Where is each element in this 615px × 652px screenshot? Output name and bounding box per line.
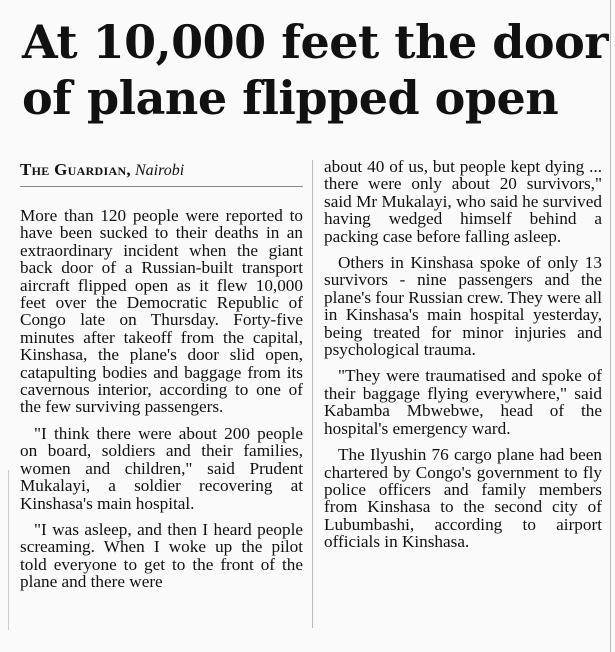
column-divider	[312, 160, 313, 628]
paragraph: The Ilyushin 76 cargo plane had been chartered by Congo's government to fly police officers and family members from Kinshasa to the second city of Lubumbashi, according to airport officials in Kinshasa.	[324, 445, 602, 552]
clipping-edge-left	[8, 470, 9, 630]
byline-source: The Guardian,	[20, 160, 131, 179]
paragraph: "I was asleep, and then I heard people screaming. When I woke up the pilot told everyone to get to the front of the plane and there were	[20, 519, 303, 592]
paragraph: "They were traumatised and spoke of their baggage flying everywhere," said Kabamba Mbwebwe, head of the hospital's emergency ward.	[324, 366, 602, 438]
paragraph: "I think there were about 200 people on board, soldiers and their families, women and children," said Prudent Mukalayi, a soldier recovering at Kinshasa's main hospital.	[20, 423, 303, 513]
byline	[20, 160, 303, 187]
article-column-right	[324, 158, 602, 560]
headline	[22, 14, 612, 126]
headline-line-1: At 10,000 feet the door	[22, 15, 609, 69]
clipping-edge-right	[610, 0, 611, 652]
paragraph: More than 120 people were reported to have been sucked to their deaths in an extraordinary incident when the giant back door of a Russian-built transport aircraft flipped open as it flew 10,000 feet over the Democratic Republic of Congo late on Thursday. Forty-five minutes after takeoff from the capital, Kinshasa, the plane's door slid open, catapulting bodies and baggage from its cavernous interior, according to one of the few surviving passengers.	[20, 206, 303, 417]
byline-location: Nairobi	[134, 162, 185, 179]
article-column-left	[20, 160, 303, 600]
paragraph: about 40 of us, but people kept dying ... there were only about 20 survivors," said Mr Mukalayi, who said he survived having wedged himself behind a packing case before falling asleep.	[324, 157, 602, 246]
paragraph: Others in Kinshasa spoke of only 13 survivors - nine passengers and the plane's four Russian crew. They were all in Kinshasa's main hospital yesterday, being treated for minor injuries and psychological trauma.	[324, 253, 603, 360]
headline-line-2: of plane flipped open	[22, 71, 559, 125]
